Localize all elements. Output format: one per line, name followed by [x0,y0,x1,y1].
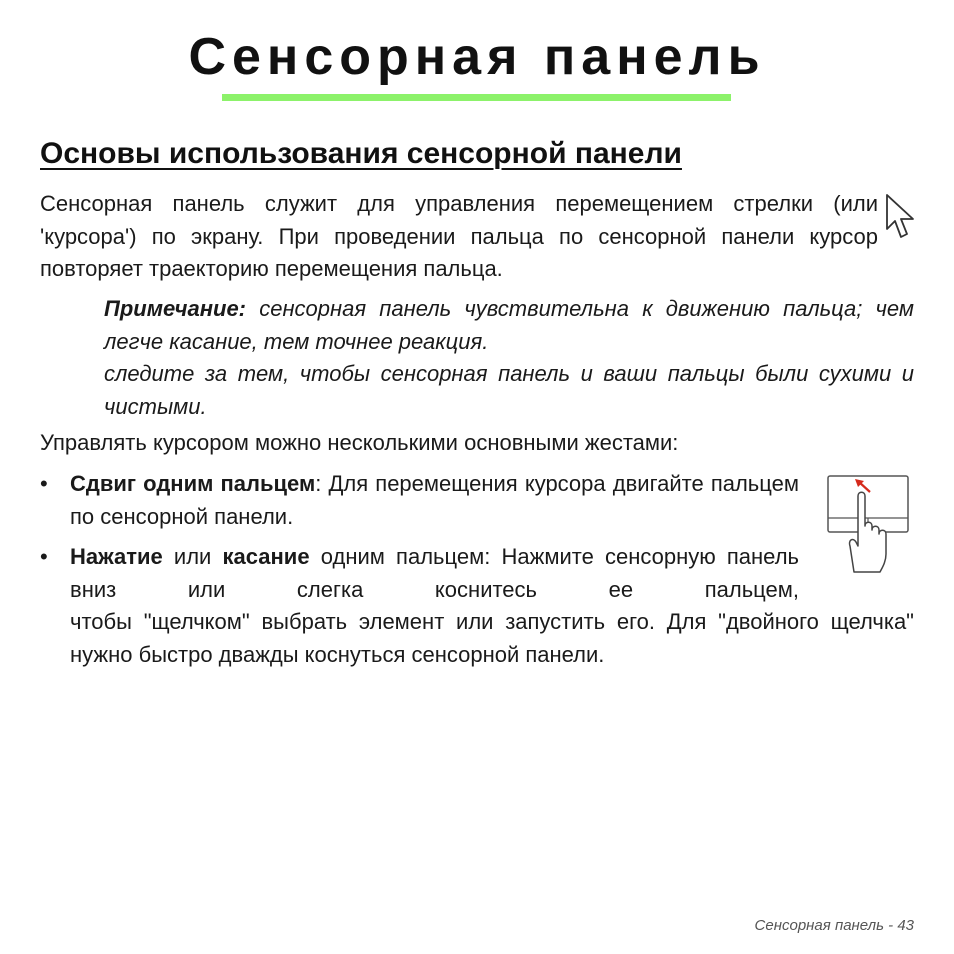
mouse-pointer-arrow-icon [885,193,917,245]
bullet-text-a: одним пальцем: Нажмите сенсорную панель вниз или слегка коснитесь ее пальцем, [70,544,799,602]
bullet-body [70,468,799,533]
bullet-dot: • [40,471,48,496]
bullet-term: Сдвиг одним пальцем [70,471,316,496]
bullet-text-b: чтобы "щелчком" выбрать элемент или запустить его. Для "двойного щелчка" нужно быстро дважды коснуться сенсорной панели. [70,609,914,667]
bullet-text: : Для перемещения курсора двигайте пальцем по сенсорной панели. [70,471,799,529]
page-number: 43 [897,917,914,934]
note-text: сенсорная панель чувствительна к движению пальца; чем легче касание, тем точнее реакция. [104,296,914,354]
page-title: Сенсорная панель [188,28,766,86]
bullet-term-2: касание [222,544,310,569]
bullet-body [70,541,914,671]
section-title: Основы использования сенсорной панели [40,137,682,170]
bullet-narrow-part [70,541,799,606]
note-label: Примечание: [104,296,247,321]
note-paragraph [104,293,914,423]
intro-paragraph: Сенсорная панель служит для управления перемещением стрелки (или 'курсора') по экрану. При проведении пальца по сенсорной панели курсор повторяет траекторию перемещения пальца. [40,191,878,281]
touchpad-swipe-icon [826,474,910,578]
footer-label: Сенсорная панель - [754,917,898,934]
page-footer [755,917,914,934]
bullet-mid: или [162,544,223,569]
note-text-2: следите за тем, чтобы сенсорная панель и ваши пальцы были сухими и чистыми. [104,361,914,419]
bullet-dot: • [40,544,48,569]
title-underline [222,94,731,101]
bullet-term: Нажатие [70,544,163,569]
gestures-intro: Управлять курсором можно несколькими основными жестами: [40,430,679,455]
